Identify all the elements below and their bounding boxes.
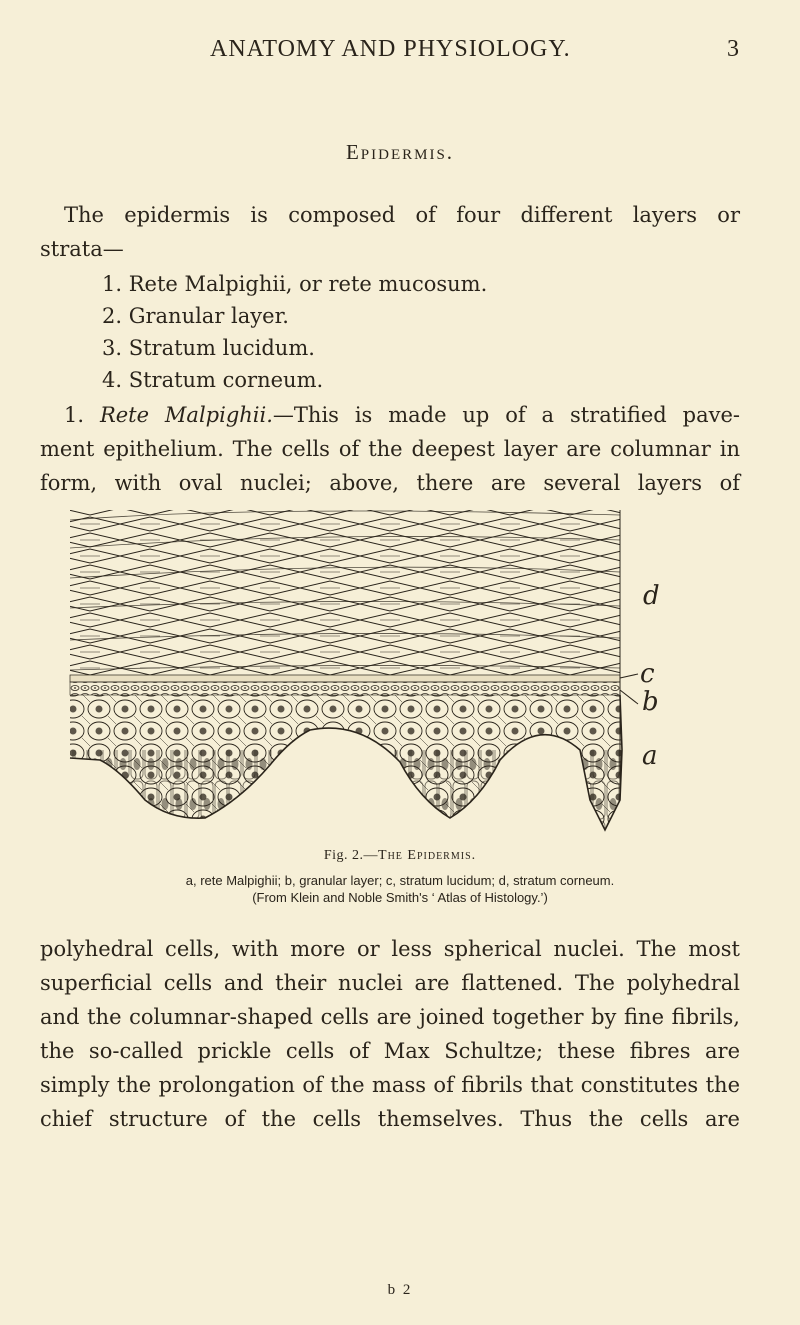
legend-source: (From Klein and Noble Smith's ‘ Atlas of Histology.’) <box>252 890 548 905</box>
list-item: 4. Stratum corneum. <box>102 368 324 392</box>
epidermis-illustration <box>60 500 700 840</box>
paragraph-text-line1: —This is made up of a stratified pave- <box>272 403 740 427</box>
figure-legend <box>48 872 752 906</box>
lead-term: Rete Malpighii. <box>99 403 273 427</box>
lead-number: 1. <box>64 403 85 427</box>
polyhedral-cells-paragraph: polyhedral cells, with more or less spherical nuclei. The most superficial cells and their nuclei are flattened. The polyhedral and the columnar-shaped cells are joined together by fine fibrils, the so-called prickle cells of Max Schultze; these fibres are simply the prolongation of the mass of fibrils that constitutes the chief structure of the cells themselves. Thus the cells are <box>40 937 740 1131</box>
list-item: 1. Rete Malpighii, or rete mucosum. <box>102 272 488 296</box>
label-b: b <box>642 687 659 717</box>
running-title: ANATOMY AND PHYSIOLOGY. <box>210 36 571 62</box>
stratum-lucidum <box>70 675 620 682</box>
figure-number: Fig. 2.— <box>323 848 379 863</box>
figure-caption <box>0 848 800 864</box>
intro-continuation: strata— <box>40 237 124 261</box>
signature-mark: b 2 <box>387 1282 413 1298</box>
label-a: a <box>642 741 658 771</box>
list-item: 2. Granular layer. <box>102 304 289 328</box>
section-title: Epidermis. <box>345 140 455 164</box>
figure-title: The Epidermis. <box>378 848 477 863</box>
page-number: 3 <box>727 36 740 62</box>
label-d: d <box>643 581 660 611</box>
intro-line: The epidermis is composed of four different layers or <box>64 203 740 227</box>
pointer-b <box>620 690 638 704</box>
rete-malpighii-region <box>70 695 625 840</box>
rete-malpighii-paragraph <box>40 398 740 500</box>
stratum-corneum <box>70 510 620 675</box>
paragraph-text: ment epithelium. The cells of the deepest layer are columnar in form, with oval nuclei; above, there are several layers of <box>40 437 740 495</box>
legend-line: a, rete Malpighii; b, granular layer; c, stratum lucidum; d, stratum corneum. <box>185 873 615 888</box>
pointer-c <box>620 674 638 678</box>
running-header <box>44 36 740 76</box>
granular-layer <box>70 682 620 695</box>
list-item: 3. Stratum lucidum. <box>102 336 315 360</box>
layers-list <box>102 268 487 396</box>
paragraph-first-line <box>40 398 740 432</box>
label-c: c <box>640 659 655 689</box>
